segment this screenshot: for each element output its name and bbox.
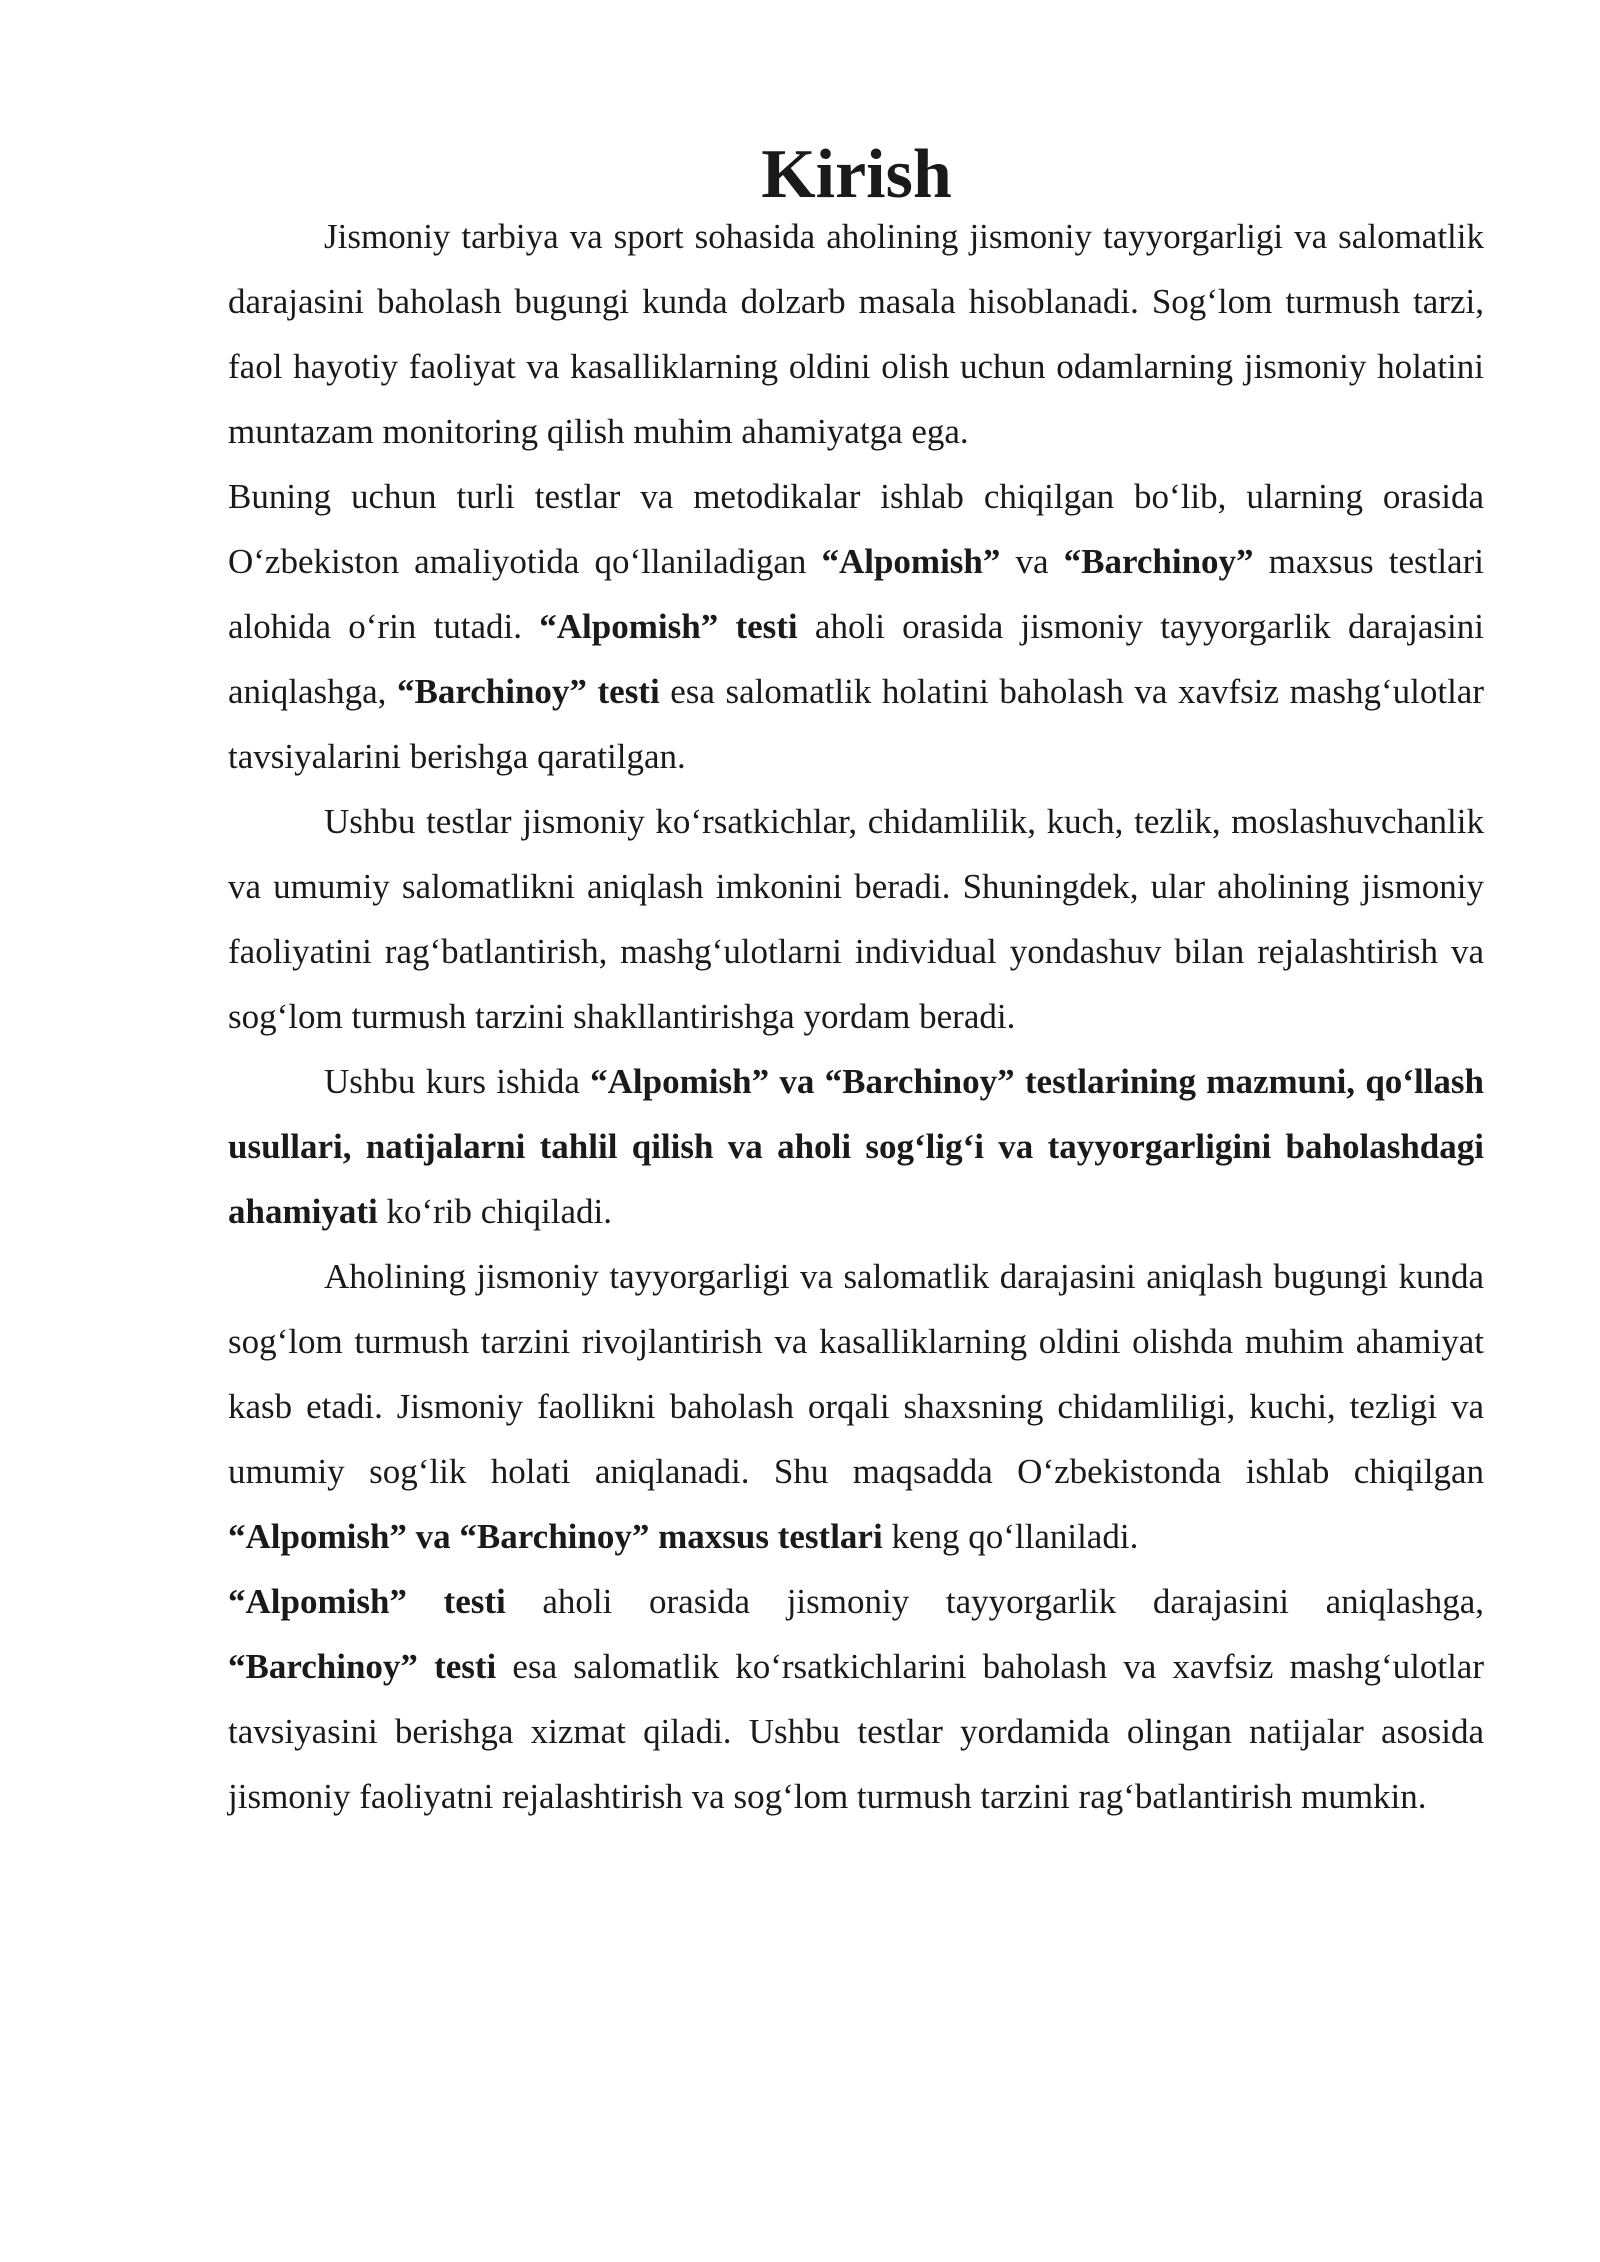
bold-text-run: “Alpomish” testi <box>228 1582 506 1621</box>
text-run: Jismoniy tarbiya va sport sohasida aholining jismoniy tayyorgarligi va salomatlik darajasini baholash bugungi kunda dolzarb masala hisoblanadi. Sog‘lom turmush tarzi, faol hayotiy faoliyat va kasalliklarning oldini olish uchun odamlarning jismoniy holatini muntazam monitoring qilish muhim ahamiyatga ega. <box>228 217 1484 451</box>
text-run: esa salomatlik ko‘rsatkichlarini baholash va xavfsiz mashg‘ulotlar tavsiyasini berishga xizmat qiladi. Ushbu testlar yordamida olingan natijalar asosida jismoniy faoliyatni rejalashtirish va sog‘lom turmush tarzini rag‘batlantirish mumkin. <box>228 1647 1484 1816</box>
text-run: aholi orasida jismoniy tayyorgarlik darajasini aniqlashga, <box>505 1582 1485 1621</box>
text-run: keng qo‘llaniladi. <box>882 1517 1139 1556</box>
bold-text-run: “Alpomish” va “Barchinoy” testlarining mazmuni, qo‘llash usullari, natijalarni tahlil qilish va aholi sog‘lig‘i va tayyorgarligini baholashdagi ahamiyati <box>228 1062 1484 1231</box>
text-run: Ushbu testlar jismoniy ko‘rsatkichlar, chidamlilik, kuch, tezlik, moslashuvchanlik va umumiy salomatlikni aniqlash imkonini beradi. Shuningdek, ular aholining jismoniy faoliyatini rag‘batlantirish, mashg‘ulotlarni individual yondashuv bilan rejalashtirish va sog‘lom turmush tarzini shakllantirishga yordam beradi. <box>228 802 1484 1036</box>
paragraph <box>228 204 1484 464</box>
text-run: ko‘rib chiqiladi. <box>377 1192 612 1231</box>
text-run: va <box>1000 542 1064 581</box>
bold-text-run: “Alpomish” va “Barchinoy” maxsus testlari <box>228 1517 883 1556</box>
text-run: Ushbu kurs ishida <box>324 1062 591 1101</box>
bold-text-run: “Alpomish” testi <box>539 607 798 646</box>
text-run: maxsus testlari alohida o‘rin tutadi. <box>228 542 1484 646</box>
text-run: aholi orasida jismoniy tayyorgarlik darajasini aniqlashga, <box>228 607 1484 711</box>
paragraph <box>228 789 1484 1049</box>
paragraph <box>228 1049 1484 1244</box>
bold-text-run: “Barchinoy” <box>1063 542 1254 581</box>
bold-text-run: “Alpomish” <box>821 542 1001 581</box>
text-run: Aholining jismoniy tayyorgarligi va salomatlik darajasini aniqlash bugungi kunda sog‘lom turmush tarzini rivojlantirish va kasalliklarning oldini olishda muhim ahamiyat kasb etadi. Jismoniy faollikni baholash orqali shaxsning chidamliligi, kuchi, tezligi va umumiy sog‘lik holati aniqlanadi. Shu maqsadda O‘zbekistonda ishlab chiqilgan <box>228 1257 1484 1491</box>
document-body <box>228 136 1485 1829</box>
page-title: Kirish <box>761 136 952 213</box>
paragraph <box>228 464 1484 789</box>
text-run: esa salomatlik holatini baholash va xavfsiz mashg‘ulotlar tavsiyalarini berishga qaratilgan. <box>228 672 1484 776</box>
paragraph <box>228 1244 1484 1569</box>
text-run: Buning uchun turli testlar va metodikalar ishlab chiqilgan bo‘lib, ularning orasida O‘zbekiston amaliyotida qo‘llaniladigan <box>228 477 1484 581</box>
bold-text-run: “Barchinoy” testi <box>228 1647 497 1686</box>
bold-text-run: “Barchinoy” testi <box>397 672 660 711</box>
paragraph <box>228 1569 1484 1829</box>
